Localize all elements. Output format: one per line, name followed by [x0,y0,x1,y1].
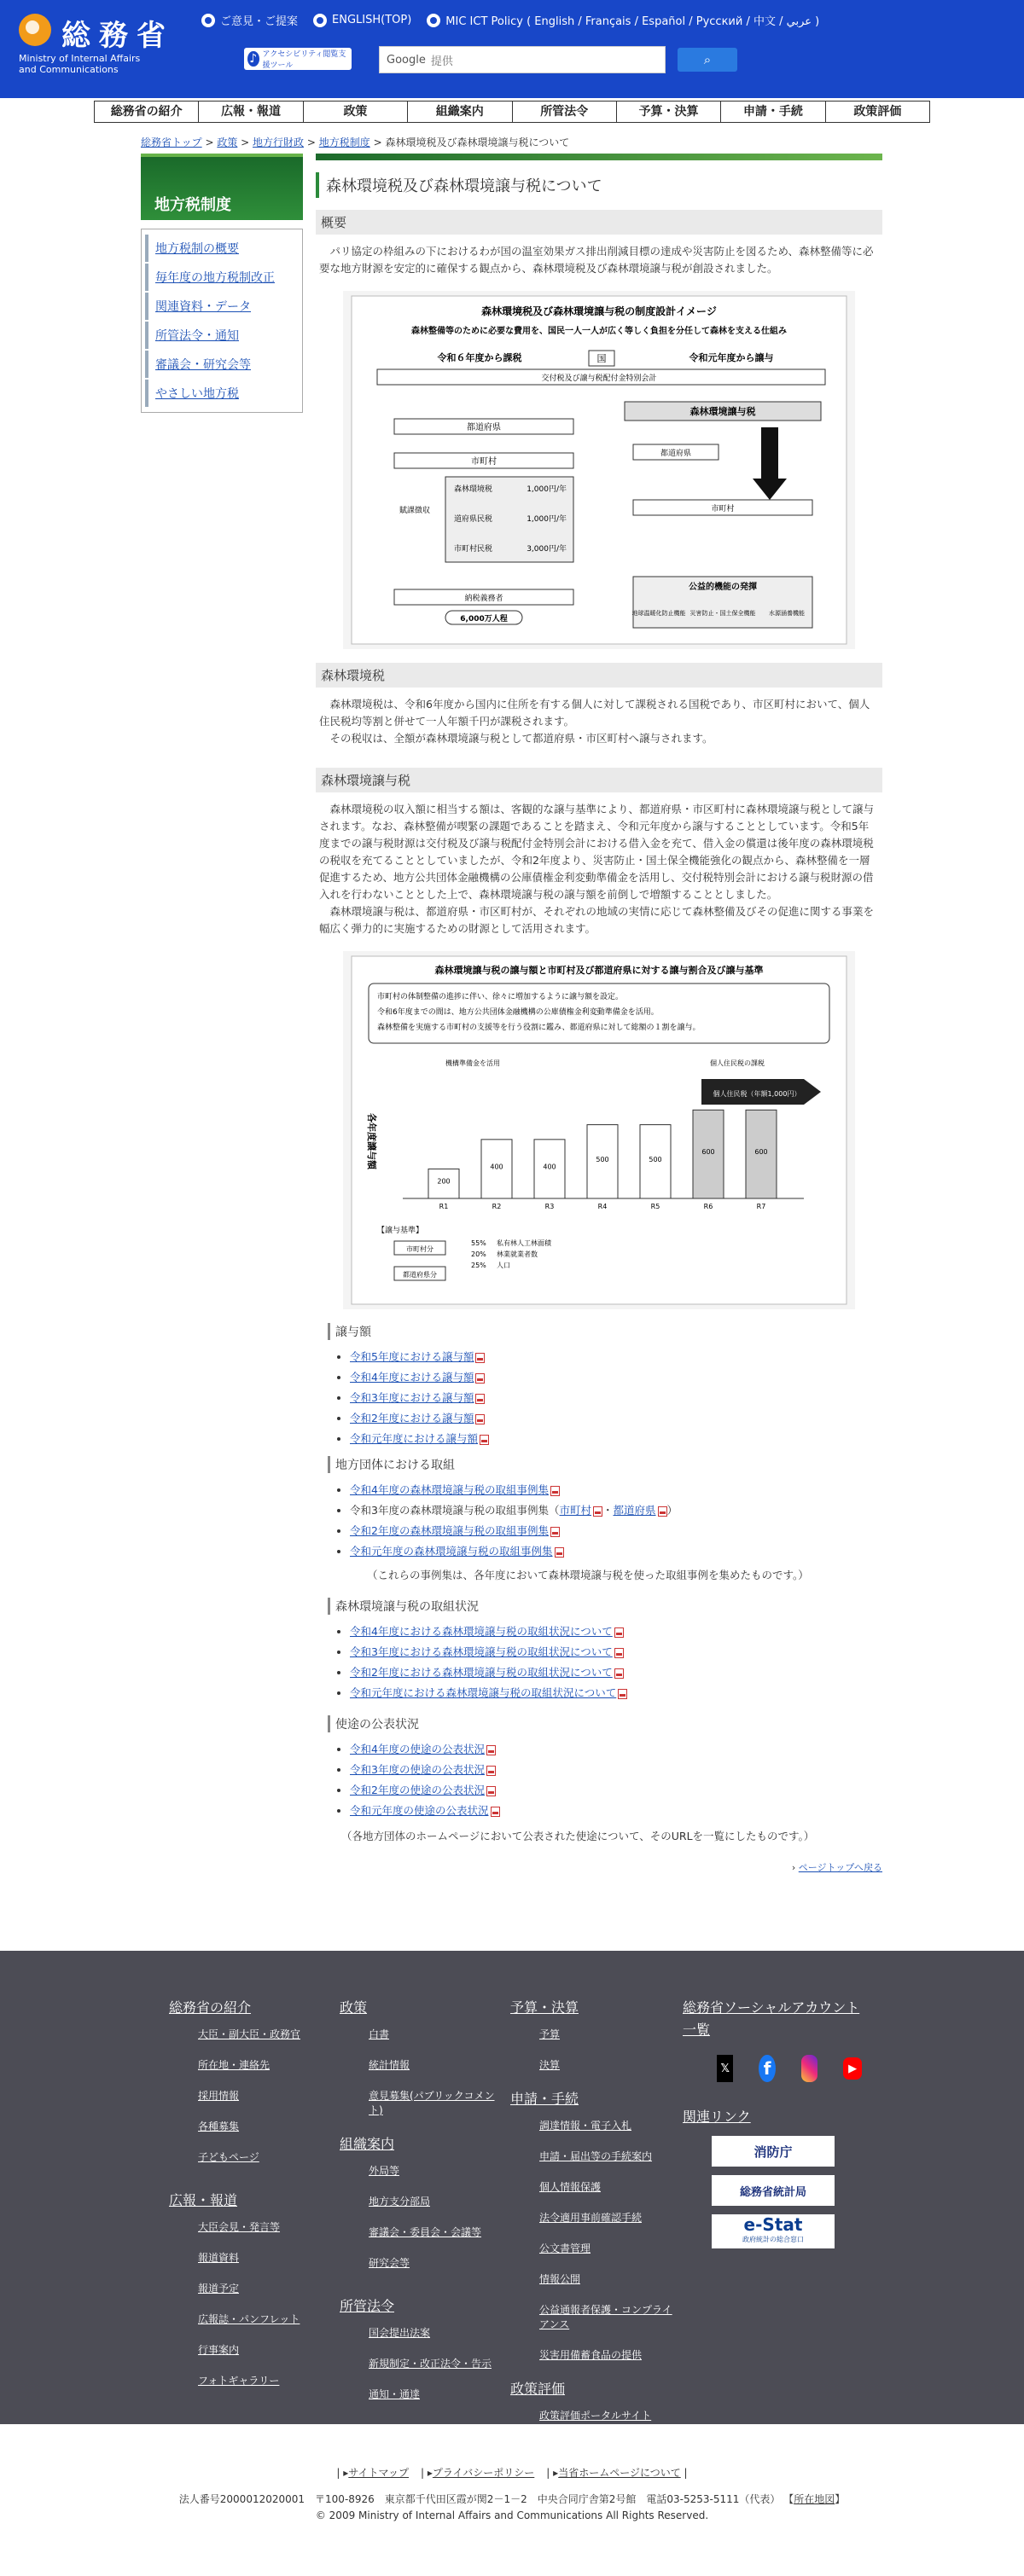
fig1-subtitle: 森林整備等のために必要な費用を、国民一人一人が広く等しく負担を分任して森林を支える仕組み [411,327,787,336]
radio-icon [201,14,215,27]
pdf-icon [593,1506,602,1517]
crumb-current: 森林環境税及び森林環境譲与税について [385,136,570,148]
radio-icon [313,14,327,27]
footer-heading[interactable]: 組織案内 [340,2136,395,2152]
footer-link[interactable]: 予算 [539,2028,561,2040]
svg-text:市町村民税: 市町村民税 [454,545,493,554]
footer-heading[interactable]: 広報・報道 [169,2192,238,2208]
pdf-icon [614,1668,624,1679]
sidebar-item-reform[interactable]: 毎年度の地方税制改正 [155,271,275,285]
footer-link[interactable]: 決算 [539,2059,561,2071]
svg-text:森林整備を実施する市町村の支援等を行う役割に鑑み、都道府県に: 森林整備を実施する市町村の支援等を行う役割に鑑み、都道府県に対して総額の１割を譲与。 [377,1024,701,1032]
main-content: 森林環境税及び森林環境譲与税について 概要 パリ協定の枠組みの下におけるわが国の温室効果ガス排出削減目標の達成や災害防止を図るため、森林整備等に必要な地方財源を安定的に確保する観点から、森林環境税及び森林環境譲与税が創設されました。 森林環境税及び森林環境譲与税の制度設計イメージ 森林整備等のために必要な費用を、国民一人一人が広く等しく負担を分任して森林を支える仕組み 令和６年度から課税 令和元年度から譲与 国 交付税及び譲与税配付金特別会計 都道府県 市町村 森林環境税 1,000円/年 道府県民税 1,000円/年 市町村民税 3,000円/年 賦課徴収 納税義務者 6,000万人程 森林環境譲与税 都道府県 市町村 公益的機能の発揮 地球温暖化防止機能 災害防止・国土保全機能 水源涵養機能 森林環境税 森林環境税は、令和6年度から国内に住所を有する個人に対して課税される国税であり、市区町村において、個人住民税均等割と併せて一人年額千円が課税されます。 その税収は、全額が森林環境譲与税として都道府県・市区町村へ譲与されます。 森林環境譲与税 森林環境税の収入額に相当する額は、客観的な譲与基準により、都道府県・市区町村に森林環境譲与税として譲与されます。なお、森林整備が喫緊の課題であることを踏まえ、令和元年度から譲与することとしています。令和5年度までの譲与税財源は交付税及び譲与税配付金特別会計における借入金を充て、借入金の償還は後年度の森林環境税の税収を充てることとしていましたが、令和2年度より、災害防止・国土保全機能強化の観点から、森林整備を一層促進するため、地方公共団体金融機構の公庫債権金利変動準備金を活用し、交付税特別会計における譲与税財源の借入れを行わないこととした上で、森林環境譲与税の譲与額を前倒しで増額することとしました。 森林環境譲与税は、都道府県・市区町村が、それぞれの地域の実情に応じて森林整備及びその促進に関する事業を幅広く弾力的に実施するための財源として活用されます。 森林環境譲与税の譲与額と市町村及び都道府県に対する譲与割合及び譲与基準 市町村の体制整備の進捗に伴い、徐々に増加するように譲与額を設定。 令和6年度までの間は、地方公共団体金融機構の公庫債権金利変動準備金を活用。 森林整備を実施する市町村の支援等を行う役割に鑑み、都道府県に対して総額の１割を譲与。 各年度譲与額 機構準備金を活用 個人住民税の課税 個人住民税（年額1,000円） 200 R1 400 R2 400 R3 500 R4 500 R5 600 R6 600 R7 【譲与基準】 市町村分 都道府県分 55% 私有林人工林面積 20% 林業就業者数 25% 人口 譲与額 • 令和5年度における譲与額 • 令和4年度における譲与額 • 令和3年度における譲与額 • 令和2年度における譲与額 • 令和元年度における譲与額 地方団体における取組 • 令和4年度の森林環境譲与税の取組事例集 • 令和3年度の森林環境譲与税の取組事例集（市町村 ・都道府県 ） • 令和2年度の森林環境譲与税の取組事例集 • 令和元年度の森林環境譲与税の取組事例集 （これらの事例集は、各年度において森林環境譲与税を使った取組事例を集めたものです。） 森林環境譲与税の取組状況 • 令和4年度における森林環境譲与税の取組状況について • 令和3年度における森林環境譲与税の取組状況について • 令和2年度における森林環境譲与税の取組状況について • 令和元年度における森林環境譲与税の取組状況について 使途の公表状況 • 令和4年度の使途の公表状況 • 令和3年度の使途の公表状況 • 令和2年度の使途の公表状況 • 令和元年度の使途の公表状況 （各地方団体のホームページにおいて公表された使途について、そのURLを一覧にしたものです。） › ページトップへ戻る [316,154,882,1874]
footer-link[interactable]: 地方支分部局 [369,2196,431,2208]
svg-text:令和6年度までの間は、地方公共団体金融機構の公庫債権金利変動: 令和6年度までの間は、地方公共団体金融機構の公庫債権金利変動準備金を活用。 [377,1008,659,1017]
speaker-icon: ♪ [247,51,259,67]
footer-heading[interactable]: 関連リンク [683,2109,751,2125]
footer-heading[interactable]: 所管法令 [340,2298,395,2314]
footer-link[interactable]: 研究会等 [369,2257,410,2269]
pdf-icon [550,1486,560,1496]
footer-link[interactable]: 大臣・副大臣・政務官 [198,2028,301,2040]
pdf-icon [658,1506,667,1517]
crumb-tax[interactable]: 地方税制度 [318,136,370,148]
nav-organization[interactable]: 組織案内 [408,102,512,122]
svg-text:国: 国 [596,353,607,364]
search-button[interactable] [678,48,737,72]
svg-text:市町村: 市町村 [471,457,497,467]
svg-text:20%: 20% [471,1250,486,1258]
radio-icon [427,14,440,27]
nav-procedures[interactable]: 申請・手続 [721,102,825,122]
pdf-icon [475,1414,485,1424]
link-status-r4[interactable]: 令和4年度における森林環境譲与税の取組状況について [350,1625,613,1638]
bar-label: 600 [701,1148,715,1157]
excel-icon [486,1766,496,1776]
page-top-link[interactable]: ページトップへ戻る [798,1862,882,1873]
footer-link[interactable]: 各種募集 [198,2121,240,2132]
footer-heading[interactable]: 政策 [340,1999,368,2016]
page-title: 森林環境税及び森林環境譲与税について [316,172,882,198]
footer-link[interactable]: 新規制定・改正法令・告示 [369,2358,492,2370]
bar-label: 500 [649,1155,662,1163]
svg-text:道府県民税: 道府県民税 [454,515,493,524]
x-icon[interactable]: 𝕏 [717,2055,733,2082]
svg-text:納税義務者: 納税義務者 [464,595,503,603]
footer-heading[interactable]: 予算・決算 [510,1999,579,2016]
global-nav [94,101,930,123]
footer-link[interactable]: フォトギャラリー [198,2375,280,2387]
nav-policy[interactable]: 政策 [304,102,408,122]
site-policy-link[interactable]: 当省ホームページについて [558,2467,681,2479]
category-label: R5 [650,1203,660,1210]
category-label: R2 [492,1203,502,1210]
sidebar-title: 地方税制度 [141,154,303,220]
svg-text:交付税及び譲与税配付金特別会計: 交付税及び譲与税配付金特別会計 [541,374,657,383]
pdf-icon [475,1353,485,1363]
svg-text:令和元年度から譲与: 令和元年度から譲与 [689,352,774,363]
svg-text:1,000円/年: 1,000円/年 [527,515,567,524]
footer-link[interactable]: 統計情報 [369,2059,410,2071]
footer-link[interactable]: 通知・通達 [369,2388,421,2400]
svg-text:25%: 25% [471,1262,486,1269]
nav-about[interactable]: 総務省の紹介 [95,102,199,122]
svg-text:各年度譲与額: 各年度譲与額 [366,1113,377,1169]
footer-link[interactable]: 個人情報保護 [539,2181,602,2193]
link-usage-r1[interactable]: 令和元年度の使途の公表状況 [350,1804,489,1817]
svg-text:55%: 55% [471,1239,486,1247]
footer-link[interactable]: 公文書管理 [539,2242,591,2254]
stat-bureau-banner[interactable]: 総務省統計局 [712,2175,835,2206]
link-cases-r4[interactable]: 令和4年度の森林環境譲与税の取組事例集 [350,1483,549,1496]
svg-text:市町村の体制整備の進捗に伴い、徐々に増加するように譲与額を設: 市町村の体制整備の進捗に伴い、徐々に増加するように譲与額を設定。 [377,993,624,1001]
svg-text:地球温暖化防止機能: 地球温暖化防止機能 [631,610,686,617]
svg-text:令和６年度から課税: 令和６年度から課税 [437,352,522,363]
footer-link[interactable]: 法令適用事前確認手続 [539,2212,643,2224]
sidebar-item-overview[interactable]: 地方税制の概要 [155,242,239,256]
bar-label: 400 [490,1163,503,1171]
footer-link[interactable]: 報道予定 [198,2283,240,2295]
pdf-icon [475,1394,485,1404]
excel-icon [491,1807,500,1817]
category-label: R7 [756,1203,766,1210]
footer-link[interactable]: 子どもページ [198,2151,259,2163]
crumb-top[interactable]: 総務省トップ [141,136,202,148]
note: （これらの事例集は、各年度において森林環境譲与税を使った取組事例を集めたものです。） [367,1569,809,1581]
section-heading: 森林環境税 [316,663,882,688]
bar-label: 200 [437,1177,451,1186]
svg-text:3,000円/年: 3,000円/年 [527,545,567,554]
paragraph: その税収は、全額が森林環境譲与税として都道府県・市区町村へ譲与されます。 [329,732,713,745]
svg-text:【譲与基準】: 【譲与基準】 [377,1227,424,1235]
search-icon: ⌕ [703,52,712,67]
footer-link[interactable]: 調達情報・電子入札 [539,2120,632,2132]
crumb-policy[interactable]: 政策 [217,136,238,148]
link-cases-r2[interactable]: 令和2年度の森林環境譲与税の取組事例集 [350,1524,549,1537]
svg-text:1,000円/年: 1,000円/年 [527,485,567,494]
privacy-link[interactable]: プライバシーポリシー [432,2467,535,2479]
svg-text:人口: 人口 [497,1262,510,1269]
link-usage-r4[interactable]: 令和4年度の使途の公表状況 [350,1743,485,1755]
footer-link[interactable]: 外局等 [369,2165,400,2177]
ict-policy-link[interactable]: MIC ICT Policy ( English / Français / Español / Русский / 中文 / عربي ) [427,12,819,28]
svg-text:公益的機能の発揮: 公益的機能の発揮 [689,583,757,592]
nav-laws[interactable]: 所管法令 [513,102,617,122]
link-usage-r2[interactable]: 令和2年度の使途の公表状況 [350,1784,485,1796]
svg-text:機構準備金を活用: 機構準備金を活用 [445,1059,500,1067]
pdf-icon [618,1689,627,1699]
footer-link[interactable]: 行事案内 [198,2344,240,2356]
svg-text:森林環境譲与税: 森林環境譲与税 [689,406,756,417]
svg-text:市町村分: 市町村分 [406,1245,433,1253]
paragraph: 森林環境税は、令和6年度から国内に住所を有する個人に対して課税される国税であり、市区町村において、個人住民税均等割と併せて一人年額千円が課税されます。 [319,698,870,728]
category-label: R1 [439,1203,449,1210]
pdf-icon [480,1435,489,1445]
footer-link[interactable]: 広報誌・パンフレット [198,2313,300,2325]
pdf-icon [555,1547,564,1558]
instagram-icon[interactable] [801,2055,817,2082]
sitemap-link[interactable]: サイトマップ [348,2467,409,2479]
link-cases-r3-city[interactable]: 市町村 [559,1504,591,1517]
bar-label: 600 [754,1148,768,1157]
category-label: R3 [544,1203,555,1210]
footer-link[interactable]: 公益通報者保護・コンプライアンス [539,2304,672,2330]
link-amount-r3[interactable]: 令和3年度における譲与額 [350,1391,474,1404]
link-amount-r2[interactable]: 令和2年度における譲与額 [350,1412,474,1424]
footer-link[interactable]: 審議会・委員会・会議等 [369,2226,482,2238]
youtube-icon[interactable]: ▶ [843,2057,862,2080]
svg-text:都道府県: 都道府県 [660,450,692,458]
subheading-initiatives: 地方団体における取組 [328,1456,882,1473]
subheading-status: 森林環境譲与税の取組状況 [328,1598,882,1615]
nav-evaluation[interactable]: 政策評価 [853,105,902,119]
svg-text:個人住民税の課税: 個人住民税の課税 [710,1059,765,1067]
svg-text:市町村: 市町村 [711,505,735,513]
footer-link[interactable]: 申請・届出等の手続案内 [539,2150,653,2162]
footer-heading[interactable]: 総務省の紹介 [169,1999,252,2016]
note: （各地方団体のホームページにおいて公表された使途について、そのURLを一覧にしたものです。） [341,1830,815,1842]
figure-tax-design [343,291,855,649]
svg-text:個人住民税（年額1,000円）: 個人住民税（年額1,000円） [713,1090,801,1098]
subheading-usage: 使途の公表状況 [328,1715,882,1732]
category-label: R4 [597,1203,608,1210]
pdf-icon [614,1627,624,1638]
footer-link[interactable]: 国会提出法案 [369,2327,431,2339]
paragraph: 森林環境税の収入額に相当する額は、客観的な譲与基準により、都道府県・市区町村に森林環境譲与税として譲与されます。なお、森林整備が喫緊の課題であることを踏まえ、令和元年度から譲与することとしています。令和5年度までの譲与税財源は交付税及び譲与税配付金特別会計における借入金を充て、借入金の償還は後年度の森林環境税の税収を充てることとしていましたが、令和2年度より、災害防止・国土保全機能強化の観点から、森林整備を一層促進するため、地方公共団体金融機構の公庫債権金利変動準備金を活用し、交付税特別会計における譲与税財源の借入れを行わないこととした上で、森林環境譲与税の譲与額を前倒しで増額することとしました。 [319,803,875,901]
footer-link[interactable]: 採用情報 [198,2090,240,2102]
footer-link[interactable]: 報道資料 [198,2252,240,2264]
svg-text:森林環境税: 森林環境税 [454,485,493,494]
nav-budget[interactable]: 予算・決算 [617,102,721,122]
subheading-amount: 譲与額 [328,1323,882,1340]
footer-link[interactable]: 大臣会見・発言等 [198,2221,281,2233]
paragraph: パリ協定の枠組みの下におけるわが国の温室効果ガス排出削減目標の達成や災害防止を図るため、森林整備等に必要な地方財源を安定的に確保する観点から、森林環境税及び森林環境譲与税が創設されました。 [319,245,874,275]
link-cases-r3-pref[interactable]: 都道府県 [613,1504,656,1517]
svg-text:賦課徴収: 賦課徴収 [399,507,431,515]
fdma-banner[interactable]: 消防庁 [712,2136,835,2167]
copyright: © 2009 Ministry of Internal Affairs and Communications All Rights Reserved. [315,2509,709,2521]
link-status-r3[interactable]: 令和3年度における森林環境譲与税の取組状況について [350,1645,613,1658]
svg-text:私有林人工林面積: 私有林人工林面積 [497,1239,551,1247]
svg-text:水源涵養機能: 水源涵養機能 [769,610,805,617]
section-heading: 概要 [316,210,882,235]
footer-link[interactable]: 災害用備蓄食品の提供 [539,2349,643,2361]
svg-text:6,000万人程: 6,000万人程 [460,615,508,624]
fig2-title: 森林環境譲与税の譲与額と市町村及び都道府県に対する譲与割合及び譲与基準 [434,965,764,976]
english-link[interactable]: ENGLISH(TOP) [313,12,411,28]
paragraph: 森林環境譲与税は、都道府県・市区町村が、それぞれの地域の実情に応じて森林整備及びその促進に関する事業を幅広く弾力的に実施するための財源として活用されます。 [319,905,875,935]
svg-text:災害防止・国土保全機能: 災害防止・国土保全機能 [689,610,756,617]
pdf-icon [614,1648,624,1658]
crumb-local[interactable]: 地方行財政 [253,136,305,148]
link-amount-r1[interactable]: 令和元年度における譲与額 [350,1432,479,1445]
footer-heading[interactable]: 申請・手続 [510,2091,579,2107]
excel-icon [486,1786,496,1796]
figure-transfer-amount [343,951,855,1309]
svg-text:都道府県分: 都道府県分 [403,1271,437,1279]
footer-link[interactable]: 白書 [369,2028,390,2040]
site-header: 総務省 Ministry of Internal Affairs and Communications ご意見・ご提案 ENGLISH(TOP) MIC ICT Policy ( English / Français / Español / Русский / 中文 / عربي ) ♪ アクセシビリティ閲覧支援ツール Google 提供 ⌕ [0,0,1024,98]
footer-link[interactable]: 所在地・連絡先 [198,2059,271,2071]
accessibility-button[interactable]: ♪ アクセシビリティ閲覧支援ツール [244,48,352,70]
footer-bottom: | ▸サイトマップ | ▸プライバシーポリシー | ▸当省ホームページについて | 法人番号2000012020001 〒100-8926 東京都千代田区霞が関2－1－2 中央合同庁舎第2号館 電話03-5253-5111（代表） 【所在地図】 © 2009 Ministry of Internal Affairs and Communications All Rights Reserved. [0,2424,1024,2576]
link-usage-r3[interactable]: 令和3年度の使途の公表状況 [350,1763,485,1776]
map-link[interactable]: 所在地図 [794,2493,835,2505]
footer-link[interactable]: 政策評価ポータルサイト [539,2410,652,2422]
sidebar-item-easy[interactable]: やさしい地方税 [155,387,239,401]
opinion-link[interactable]: ご意見・ご提案 [201,12,298,28]
footer-link[interactable]: 意見募集(パブリックコメント) [369,2090,495,2116]
link-amount-r5[interactable]: 令和5年度における譲与額 [350,1350,474,1363]
sidebar-item-laws[interactable]: 所管法令・通知 [155,329,239,343]
logo-mark-icon [19,14,51,46]
facebook-icon[interactable]: f [759,2055,775,2082]
category-label: R6 [703,1203,713,1210]
sidebar-item-council[interactable]: 審議会・研究会等 [155,358,251,372]
search-input[interactable]: Google 提供 [379,46,666,73]
svg-text:林業就業者数: 林業就業者数 [497,1250,538,1258]
footer-heading[interactable]: 総務省ソーシャルアカウント一覧 [683,1999,860,2038]
link-status-r2[interactable]: 令和2年度における森林環境譲与税の取組状況について [350,1666,613,1679]
sidebar [141,154,303,413]
nav-press[interactable]: 広報・報道 [199,102,303,122]
link-status-r1[interactable]: 令和元年度における森林環境譲与税の取組状況について [350,1686,617,1699]
fig1-title: 森林環境税及び森林環境譲与税の制度設計イメージ [481,305,717,317]
bar-label: 500 [596,1155,609,1163]
pdf-icon [550,1527,560,1537]
footer-heading[interactable]: 政策評価 [510,2381,566,2397]
sidebar-item-data[interactable]: 関連資料・データ [155,300,251,314]
estat-banner[interactable]: e-Stat 政府統計の総合窓口 [712,2214,835,2248]
breadcrumb: 総務省トップ > 政策 > 地方行財政 > 地方税制度 > 森林環境税及び森林環境譲与税について [141,136,570,148]
footer-link[interactable]: 情報公開 [539,2273,581,2285]
link-cases-r1[interactable]: 令和元年度の森林環境譲与税の取組事例集 [350,1545,553,1558]
excel-icon [486,1745,496,1755]
link-amount-r4[interactable]: 令和4年度における譲与額 [350,1371,474,1384]
bar-label: 400 [543,1163,556,1171]
pdf-icon [475,1373,485,1384]
svg-text:都道府県: 都道府県 [467,423,501,432]
section-heading: 森林環境譲与税 [316,768,882,792]
